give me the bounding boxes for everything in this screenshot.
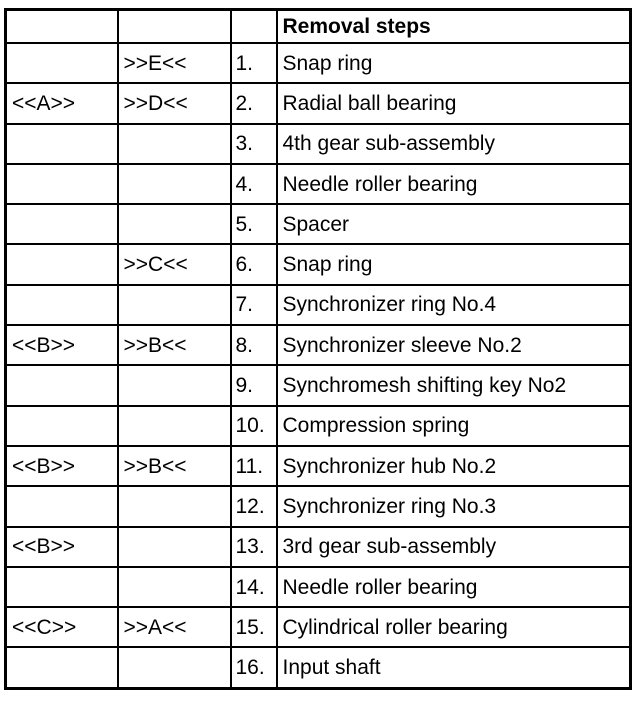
- step-number: 4.: [231, 164, 277, 204]
- header-cell-col2: [118, 10, 231, 44]
- ref-a-cell: [6, 124, 118, 164]
- ref-b-cell: >>B<<: [118, 446, 231, 486]
- step-number: 8.: [231, 325, 277, 365]
- ref-a-cell: [6, 204, 118, 244]
- table-row: [6, 607, 631, 647]
- table-row: [6, 124, 631, 164]
- ref-b-cell: [118, 527, 231, 567]
- table-row: [6, 83, 631, 123]
- ref-a-cell: <<A>>: [6, 83, 118, 123]
- header-removal-steps: Removal steps: [277, 10, 631, 44]
- ref-a-cell: <<B>>: [6, 325, 118, 365]
- step-number: 15.: [231, 607, 277, 647]
- ref-a-cell: <<B>>: [6, 527, 118, 567]
- step-name: 3rd gear sub-assembly: [277, 527, 631, 567]
- table-row: [6, 204, 631, 244]
- table-row: [6, 567, 631, 607]
- table-row: [6, 647, 631, 688]
- ref-b-cell: [118, 647, 231, 688]
- step-number: 6.: [231, 244, 277, 284]
- step-number: 9.: [231, 365, 277, 405]
- ref-a-cell: [6, 43, 118, 83]
- step-name: Snap ring: [277, 43, 631, 83]
- step-number: 16.: [231, 647, 277, 688]
- table-row: [6, 325, 631, 365]
- ref-a-cell: [6, 406, 118, 446]
- step-name: Snap ring: [277, 244, 631, 284]
- step-number: 11.: [231, 446, 277, 486]
- ref-b-cell: [118, 124, 231, 164]
- table-body: [6, 10, 631, 689]
- ref-b-cell: [118, 406, 231, 446]
- table-row: [6, 446, 631, 486]
- table-row: [6, 365, 631, 405]
- header-cell-col1: [6, 10, 118, 44]
- ref-a-cell: [6, 365, 118, 405]
- step-number: 13.: [231, 527, 277, 567]
- step-name: Synchronizer sleeve No.2: [277, 325, 631, 365]
- step-name: Synchronizer ring No.4: [277, 285, 631, 325]
- ref-b-cell: >>B<<: [118, 325, 231, 365]
- step-number: 2.: [231, 83, 277, 123]
- table-row: [6, 486, 631, 526]
- ref-a-cell: [6, 285, 118, 325]
- ref-a-cell: <<B>>: [6, 446, 118, 486]
- ref-b-cell: [118, 567, 231, 607]
- step-name: Synchromesh shifting key No2: [277, 365, 631, 405]
- step-number: 5.: [231, 204, 277, 244]
- table-row: [6, 43, 631, 83]
- ref-b-cell: [118, 285, 231, 325]
- step-name: Input shaft: [277, 647, 631, 688]
- step-name: Spacer: [277, 204, 631, 244]
- ref-b-cell: >>D<<: [118, 83, 231, 123]
- step-number: 10.: [231, 406, 277, 446]
- table-row: [6, 527, 631, 567]
- table-row: [6, 164, 631, 204]
- header-cell-col3: [231, 10, 277, 44]
- ref-b-cell: [118, 486, 231, 526]
- ref-a-cell: [6, 244, 118, 284]
- step-number: 12.: [231, 486, 277, 526]
- ref-a-cell: <<C>>: [6, 607, 118, 647]
- step-name: 4th gear sub-assembly: [277, 124, 631, 164]
- step-name: Synchronizer hub No.2: [277, 446, 631, 486]
- step-name: Compression spring: [277, 406, 631, 446]
- ref-a-cell: [6, 567, 118, 607]
- step-name: Needle roller bearing: [277, 164, 631, 204]
- table-row: [6, 406, 631, 446]
- ref-b-cell: [118, 164, 231, 204]
- ref-b-cell: [118, 204, 231, 244]
- ref-a-cell: [6, 486, 118, 526]
- step-name: Cylindrical roller bearing: [277, 607, 631, 647]
- step-number: 3.: [231, 124, 277, 164]
- step-number: 1.: [231, 43, 277, 83]
- table-row: [6, 244, 631, 284]
- ref-b-cell: >>A<<: [118, 607, 231, 647]
- table-header-row: [6, 10, 631, 44]
- step-name: Radial ball bearing: [277, 83, 631, 123]
- ref-b-cell: [118, 365, 231, 405]
- ref-b-cell: >>C<<: [118, 244, 231, 284]
- step-number: 7.: [231, 285, 277, 325]
- ref-b-cell: >>E<<: [118, 43, 231, 83]
- table-row: [6, 285, 631, 325]
- removal-steps-table: [4, 8, 632, 690]
- step-number: 14.: [231, 567, 277, 607]
- step-name: Synchronizer ring No.3: [277, 486, 631, 526]
- step-name: Needle roller bearing: [277, 567, 631, 607]
- ref-a-cell: [6, 647, 118, 688]
- ref-a-cell: [6, 164, 118, 204]
